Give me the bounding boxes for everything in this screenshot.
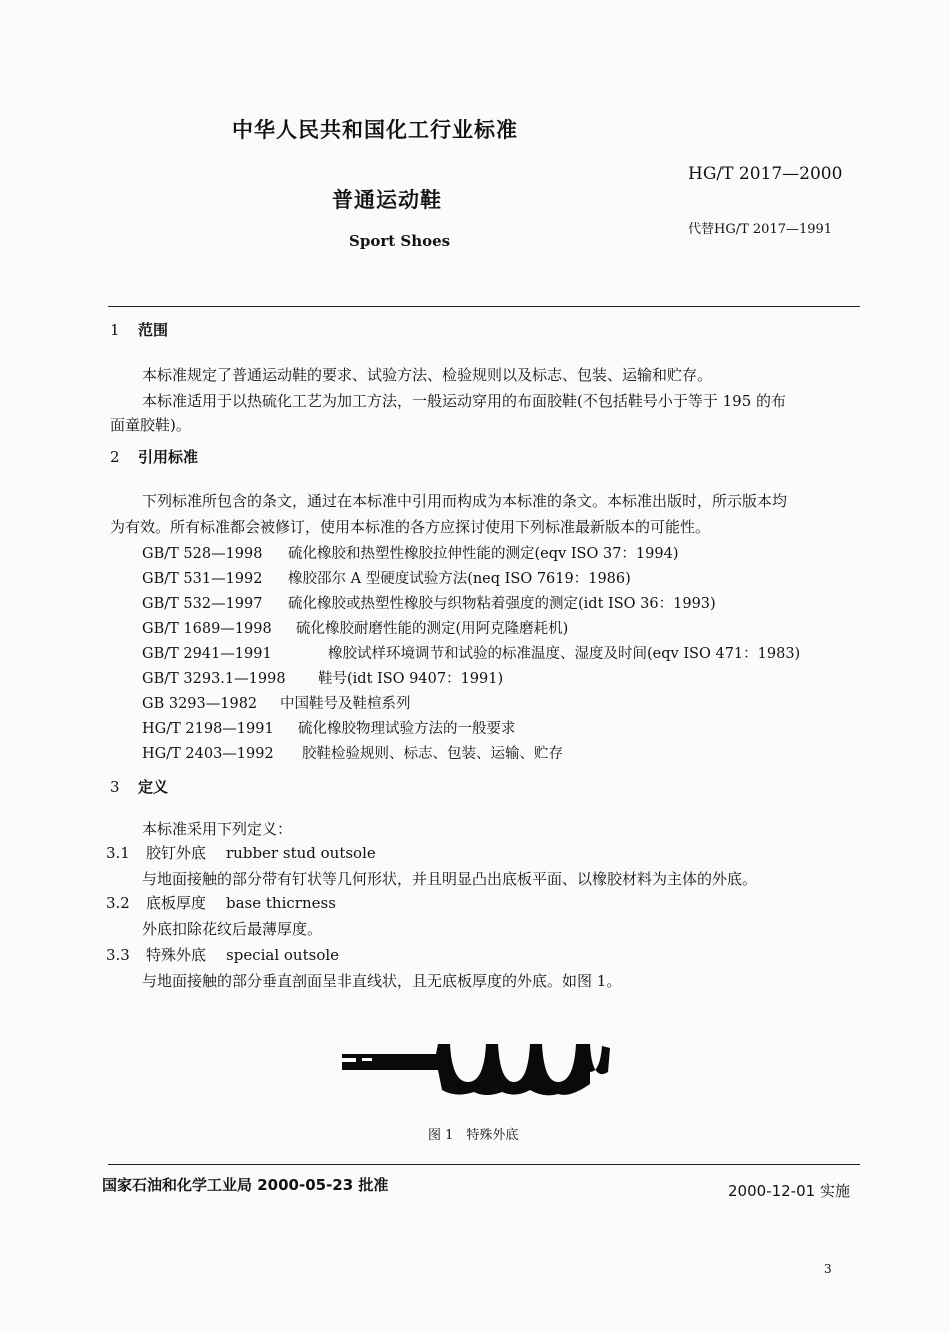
reference-title: 硫化橡胶或热塑性橡胶与织物粘着强度的测定(idt ISO 36：1993) (288, 596, 716, 612)
reference-title: 中国鞋号及鞋楦系列 (280, 696, 411, 712)
standard-organization: 中华人民共和国化工行业标准 (232, 118, 518, 142)
reference-code: GB 3293—1982 (142, 696, 258, 712)
reference-code: HG/T 2403—1992 (142, 746, 274, 762)
reference-item (142, 742, 563, 763)
outsole-base-edge (342, 1058, 356, 1062)
reference-code: HG/T 2198—1991 (142, 721, 274, 737)
reference-code: GB/T 2941—1991 (142, 646, 272, 662)
section-3-title: 定义 (138, 778, 169, 796)
section-3-number: 3 (110, 778, 120, 796)
reference-title: 硫化橡胶和热塑性橡胶拉伸性能的测定(eqv ISO 37：1994) (288, 546, 679, 562)
section-2-heading (110, 446, 198, 467)
reference-code: GB/T 531—1992 (142, 571, 263, 587)
section-1-number: 1 (110, 321, 120, 339)
footer-rule (108, 1164, 860, 1165)
reference-item (142, 542, 679, 563)
reference-code: GB/T 528—1998 (142, 546, 263, 562)
standard-code: HG/T 2017—2000 (688, 164, 843, 184)
section-2-intro-line-1: 下列标准所包含的条文，通过在本标准中引用而构成为本标准的条文。本标准出版时，所示版本均 (142, 492, 788, 510)
reference-title: 胶鞋检验规则、标志、包装、运输、贮存 (302, 746, 563, 762)
definition-text: 外底扣除花纹后最薄厚度。 (142, 920, 323, 938)
title-chinese: 普通运动鞋 (332, 188, 442, 212)
definition-number: 3.1 (106, 844, 130, 862)
section-3-intro: 本标准采用下列定义： (142, 820, 293, 838)
definition-text: 与地面接触的部分带有钉状等几何形状，并且明显凸出底板平面、以橡胶材料为主体的外底。 (142, 870, 758, 888)
definition-heading (106, 944, 339, 965)
reference-code: GB/T 1689—1998 (142, 621, 272, 637)
reference-title: 鞋号(idt ISO 9407：1991) (318, 671, 504, 687)
reference-item (142, 617, 568, 638)
page-number: 3 (824, 1262, 832, 1276)
reference-item (142, 717, 516, 738)
section-1-para-1: 本标准规定了普通运动鞋的要求、试验方法、检验规则以及标志、包装、运输和贮存。 (142, 366, 713, 384)
section-2-number: 2 (110, 448, 120, 466)
effective-date: 2000-12-01 实施 (728, 1182, 850, 1200)
section-3-heading (110, 776, 168, 797)
outsole-profile (342, 1044, 610, 1095)
reference-title: 硫化橡胶耐磨性能的测定(用阿克隆磨耗机) (296, 621, 569, 637)
figure-caption: 图 1 特殊外底 (428, 1128, 519, 1143)
section-1-para-2-line-2: 面童胶鞋)。 (110, 416, 191, 434)
approval-line: 国家石油和化学工业局 2000-05-23 批准 (102, 1176, 389, 1194)
section-2-intro-line-2: 为有效。所有标准都会被修订，使用本标准的各方应探讨使用下列标准最新版本的可能性。 (110, 518, 711, 536)
reference-title: 硫化橡胶物理试验方法的一般要求 (298, 721, 516, 737)
special-outsole-figure (338, 1032, 618, 1102)
reference-item (142, 642, 800, 663)
replaces-standard: 代替HG/T 2017—1991 (688, 222, 833, 237)
definition-term-en: rubber stud outsole (226, 844, 376, 862)
definition-term-en: special outsole (226, 946, 340, 964)
reference-item (142, 667, 503, 688)
section-1-heading (110, 319, 168, 340)
outsole-base-edge (362, 1058, 372, 1061)
reference-item (142, 592, 716, 613)
definition-number: 3.2 (106, 894, 130, 912)
section-2-title: 引用标准 (138, 448, 199, 466)
definition-text: 与地面接触的部分垂直剖面呈非直线状，且无底板厚度的外底。如图 1。 (142, 972, 622, 990)
definition-term-zh: 胶钉外底 (146, 844, 207, 862)
definition-term-zh: 底板厚度 (146, 894, 207, 912)
definition-heading (106, 842, 376, 863)
reference-code: GB/T 3293.1—1998 (142, 671, 286, 687)
definition-term-zh: 特殊外底 (146, 946, 207, 964)
title-english: Sport Shoes (349, 232, 451, 250)
reference-code: GB/T 532—1997 (142, 596, 263, 612)
definition-heading (106, 892, 336, 913)
reference-title: 橡胶邵尔 A 型硬度试验方法(neq ISO 7619：1986) (288, 571, 631, 587)
reference-item (142, 692, 411, 713)
section-1-para-2-line-1: 本标准适用于以热硫化工艺为加工方法，一般运动穿用的布面胶鞋(不包括鞋号小于等于 195 的布 (142, 392, 787, 410)
definition-number: 3.3 (106, 946, 130, 964)
header-rule (108, 306, 860, 307)
reference-title: 橡胶试样环境调节和试验的标准温度、湿度及时间(eqv ISO 471：1983) (328, 646, 801, 662)
reference-item (142, 567, 631, 588)
section-1-title: 范围 (138, 321, 169, 339)
definition-term-en: base thicrness (226, 894, 336, 912)
